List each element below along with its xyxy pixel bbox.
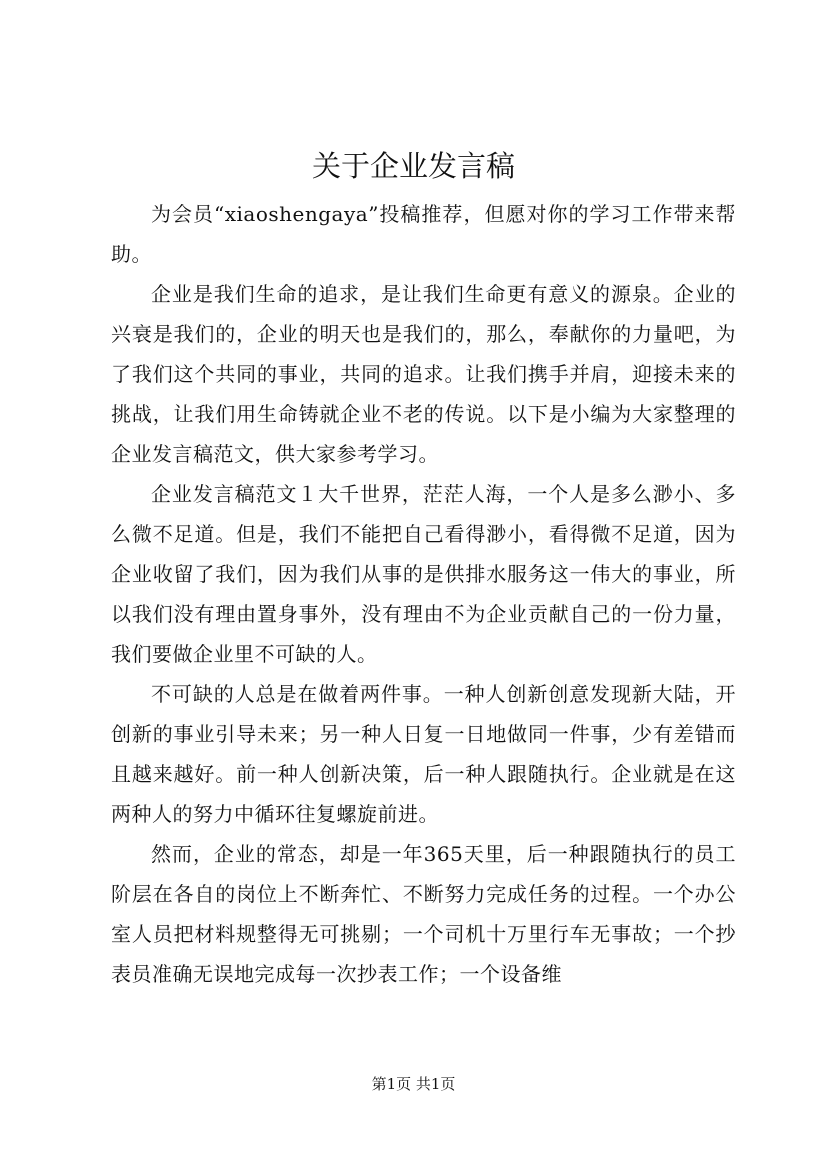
paragraph-sample-1: 企业发言稿范文１大千世界，茫茫人海，一个人是多么渺小、多么微不足道。但是，我们不能把自己看得渺小，看得微不足道，因为企业收留了我们，因为我们从事的是供排水服务这一伟大的事业，所以我们没有理由置身事外，没有理由不为企业贡献自己的一份力量，我们要做企业里不可缺的人。 [111,482,736,666]
paragraph-daily-work: 然而，企业的常态，却是一年365天里，后一种跟随执行的员工阶层在各自的岗位上不断奔忙、不断努力完成任务的过程。一个办公室人员把材料规整得无可挑剔；一个司机十万里行车无事故；一个抄表员准确无误地完成每一次抄表工作；一个设备维 [111,842,736,986]
paragraph-two-kinds: 不可缺的人总是在做着两件事。一种人创新创意发现新大陆，开创新的事业引导未来；另一种人日复一日地做同一件事，少有差错而且越来越好。前一种人创新决策，后一种人跟随执行。企业就是在这两种人的努力中循环往复螺旋前进。 [111,682,736,826]
paragraph-intro: 为会员“xiaoshengaya”投稿推荐，但愿对你的学习工作带来帮助。 [111,202,736,266]
page-footer: 第1页 共1页 [371,1075,456,1093]
paragraph-enterprise-pursuit: 企业是我们生命的追求，是让我们生命更有意义的源泉。企业的兴衰是我们的，企业的明天也是我们的，那么，奉献你的力量吧，为了我们这个共同的事业，共同的追求。让我们携手并肩，迎接未来的挑战，让我们用生命铸就企业不老的传说。以下是小编为大家整理的企业发言稿范文，供大家参考学习。 [111,282,736,466]
document-body [111,194,736,994]
document-title: 关于企业发言稿 [311,149,515,183]
